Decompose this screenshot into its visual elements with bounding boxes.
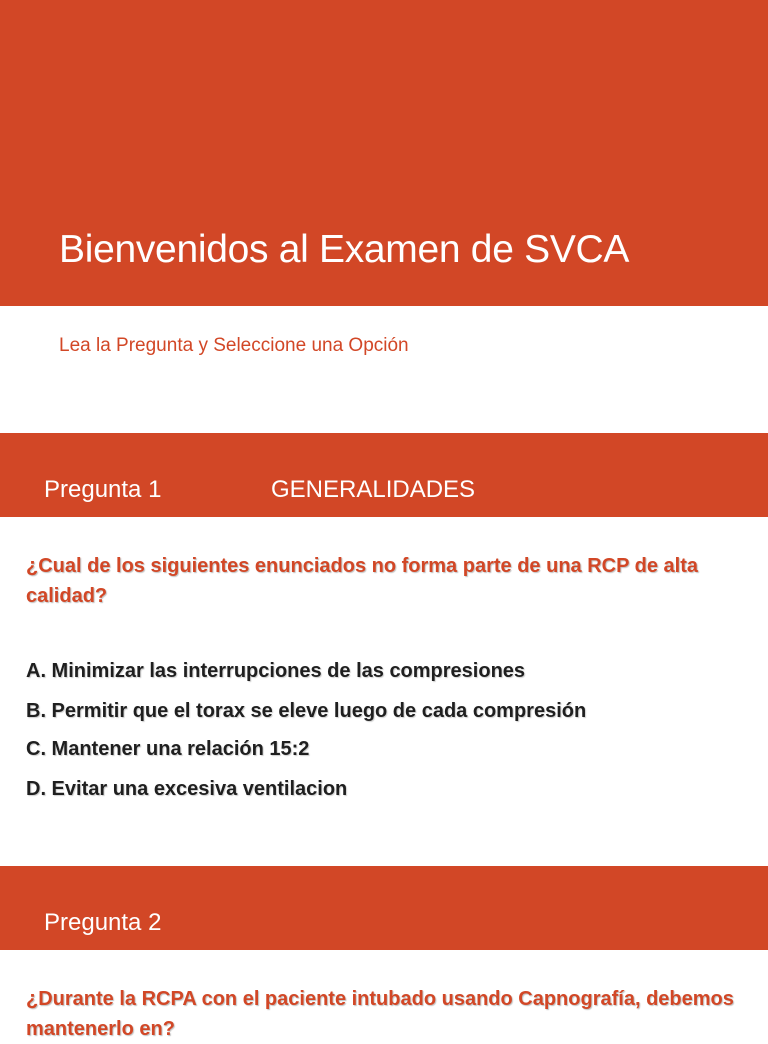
question-2-label: Pregunta 2 xyxy=(44,909,162,936)
question-1-option-c[interactable]: C. Mantener una relación 15:2 xyxy=(26,738,310,760)
question-1-text: ¿Cual de los siguientes enunciados no forma parte de una RCP de alta calidad? xyxy=(26,555,698,607)
question-2-text: ¿Durante la RCPA con el paciente intubado usando Capnografía, debemos mantenerlo en? xyxy=(26,988,734,1040)
question-1-label: Pregunta 1 xyxy=(44,476,162,503)
question-1-option-b[interactable]: B. Permitir que el torax se eleve luego de cada compresión xyxy=(26,700,587,722)
title-banner xyxy=(0,0,768,306)
page-subtitle: Lea la Pregunta y Seleccione una Opción xyxy=(59,335,409,356)
question-1-option-a[interactable]: A. Minimizar las interrupciones de las compresiones xyxy=(26,660,526,682)
question-1-header xyxy=(0,433,768,517)
question-1-option-d[interactable]: D. Evitar una excesiva ventilacion xyxy=(26,778,348,800)
page-title: Bienvenidos al Examen de SVCA xyxy=(59,228,630,271)
question-2-header xyxy=(0,866,768,950)
question-1-category: GENERALIDADES xyxy=(271,476,476,503)
